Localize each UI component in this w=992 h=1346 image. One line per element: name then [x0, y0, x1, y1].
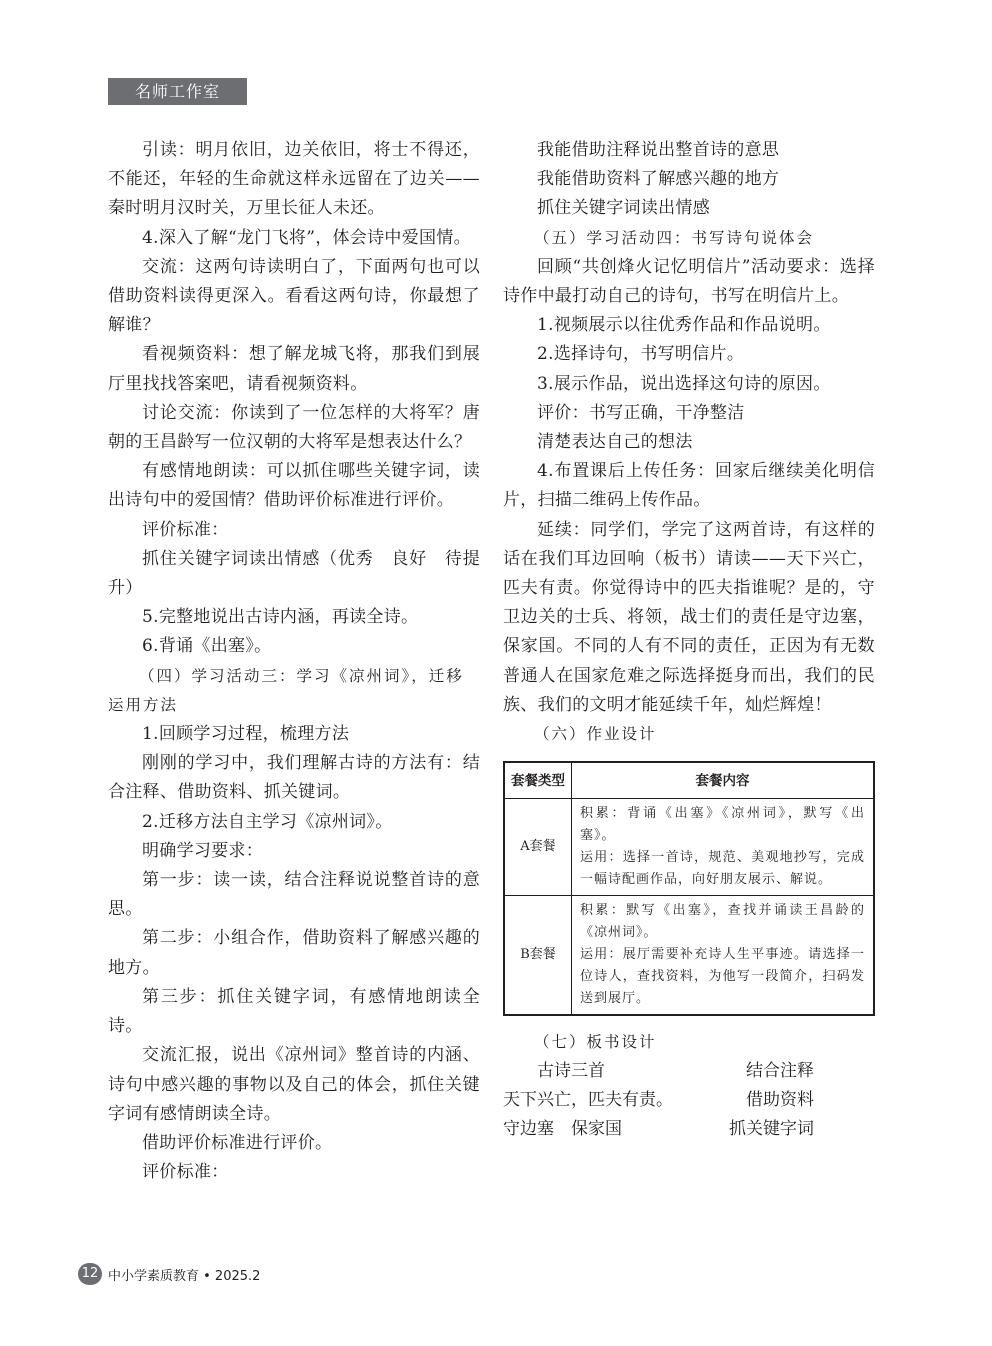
page-footer: [78, 1263, 260, 1285]
left-paragraph: 刚刚的学习中，我们理解古诗的方法有：结合注释、借助资料、抓关键词。: [108, 753, 480, 803]
right-paragraph: 3.展示作品，说出选择这句诗的原因。: [537, 373, 831, 394]
board-right-text: 抓关键字词: [712, 1119, 814, 1140]
left-paragraph: 抓住关键字词读出情感（优秀 良好 待提升）: [108, 548, 480, 599]
table-row: [504, 896, 874, 1016]
left-paragraph: （四）学习活动三：学习《凉州词》，迁移运用方法: [108, 666, 464, 714]
left-paragraph: 评价标准：: [142, 519, 229, 540]
board-row: [503, 1057, 875, 1086]
right-column-text: [503, 136, 875, 749]
right-paragraph: 4.布置课后上传任务：回家后继续美化明信片，扫描二维码上传作品。: [503, 461, 875, 511]
right-paragraph: （六）作业设计: [534, 725, 657, 744]
right-paragraph: 清楚表达自己的想法: [537, 432, 693, 453]
right-paragraph: 2.选择诗句，书写明信片。: [537, 344, 745, 365]
left-paragraph: 第三步：抓住关键字词，有感情地朗读全诗。: [108, 986, 480, 1037]
right-column: [503, 136, 875, 1144]
left-column: [108, 136, 480, 1187]
left-paragraph: 第二步：小组合作，借助资料了解感兴趣的地方。: [108, 928, 480, 978]
right-paragraph: （五）学习活动四：书写诗句说体会: [534, 228, 815, 247]
board-row: [503, 1115, 875, 1144]
left-paragraph: 引读：明月依旧，边关依旧，将士不得还，不能还，年轻的生命就这样永远留在了边关——秦时明月汉时关，万里长征人未还。: [108, 140, 480, 219]
board-left-text: 守边塞 保家国: [503, 1119, 622, 1140]
board-right-text: 结合注释: [712, 1061, 814, 1082]
package-content-cell: [572, 799, 875, 896]
board-section-title: （七）板书设计: [534, 1033, 657, 1052]
left-paragraph: 讨论交流：你读到了一位怎样的大将军？唐朝的王昌龄写一位汉朝的大将军是想表达什么？: [108, 402, 480, 453]
page-number-badge: 12: [78, 1263, 102, 1285]
table-header-content: 套餐内容: [572, 762, 875, 799]
left-paragraph: 6.背诵《出塞》。: [142, 636, 272, 657]
left-paragraph: 第一步：读一读，结合注释说说整首诗的意思。: [108, 870, 480, 920]
homework-table: [503, 761, 875, 1016]
left-paragraph: 交流汇报，说出《凉州词》整首诗的内涵、诗句中感兴趣的事物以及自己的体会，抓住关键字词有感情朗读全诗。: [108, 1045, 480, 1124]
left-paragraph: 2.迁移方法自主学习《凉州词》。: [142, 811, 393, 832]
package-content-line: 运用：展厅需要补充诗人生平事迹。请选择一位诗人，查找资料，为他写一段简介，扫码发送到展厅。: [580, 947, 865, 1007]
package-content-line: 积累：背诵《出塞》《凉州词》，默写《出塞》。: [580, 806, 865, 844]
left-paragraph: 4.深入了解“龙门飞将”，体会诗中爱国情。: [142, 227, 471, 248]
section-tag: 名师工作室: [108, 78, 247, 105]
right-paragraph: 我能借助注释说出整首诗的意思: [537, 140, 780, 160]
right-paragraph: 延续：同学们，学完了这两首诗，有这样的话在我们耳边回响（板书）请读——天下兴亡，匹夫有责。你觉得诗中的匹夫指谁呢？是的，守卫边关的士兵、将领，战士们的责任是守边塞，保家国。不同的人有不同的责任，正因为有无数普通人在国家危难之际选择挺身而出，我们的民族、我们的文明才能延续千年，灿烂辉煌！: [503, 519, 875, 715]
left-paragraph: 借助评价标准进行评价。: [142, 1132, 333, 1153]
right-paragraph: 抓住关键字词读出情感: [537, 198, 710, 219]
right-paragraph: 我能借助资料了解感兴趣的地方: [537, 169, 780, 190]
board-right-text: 借助资料: [712, 1090, 814, 1111]
package-content-line: 积累：默写《出塞》，查找并诵读王昌龄的《凉州词》。: [580, 903, 865, 941]
homework-table-wrap: [503, 761, 875, 1016]
board-design: [503, 1028, 875, 1144]
table-header-type: 套餐类型: [504, 762, 572, 799]
package-content-cell: [572, 896, 875, 1016]
board-left-text: 古诗三首: [503, 1061, 605, 1082]
journal-name: 中小学素质教育 • 2025.2: [108, 1268, 261, 1284]
right-paragraph: 1.视频展示以往优秀作品和作品说明。: [537, 315, 831, 336]
left-paragraph: 交流：这两句诗读明白了，下面两句也可以借助资料读得更深入。看看这两句诗，你最想了解谁？: [108, 256, 480, 336]
right-paragraph: 回顾“共创烽火记忆明信片”活动要求：选择诗作中最打动自己的诗句，书写在明信片上。: [503, 256, 875, 307]
left-paragraph: 1.回顾学习过程，梳理方法: [142, 724, 350, 745]
left-paragraph: 5.完整地说出古诗内涵，再读全诗。: [142, 607, 419, 628]
left-paragraph: 明确学习要求：: [142, 840, 264, 861]
left-paragraph: 评价标准：: [142, 1162, 229, 1183]
left-paragraph: 有感情地朗读：可以抓住哪些关键字词，读出诗句中的爱国情？借助评价标准进行评价。: [108, 461, 480, 511]
board-left-text: 天下兴亡，匹夫有责。: [503, 1090, 673, 1111]
package-content-line: 运用：选择一首诗，规范、美观地抄写，完成一幅诗配画作品，向好朋友展示、解说。: [580, 850, 865, 888]
table-row: [504, 799, 874, 896]
left-paragraph: 看视频资料：想了解龙城飞将，那我们到展厅里找找答案吧，请看视频资料。: [108, 344, 480, 394]
package-type-cell: B套餐: [504, 896, 572, 1016]
board-row: [503, 1086, 875, 1115]
package-type-cell: A套餐: [504, 799, 572, 896]
right-paragraph: 评价：书写正确，干净整洁: [537, 402, 745, 423]
